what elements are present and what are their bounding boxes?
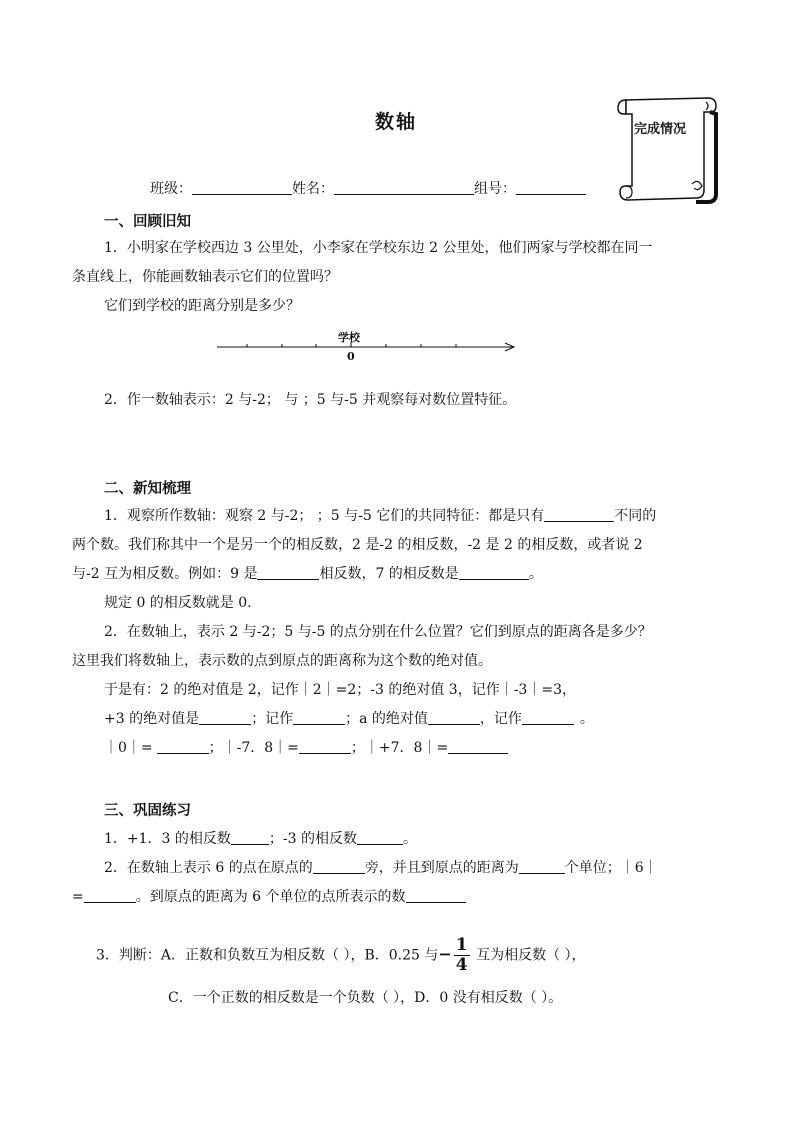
sec2-line-8-text: +3 的绝对值是 (104, 711, 200, 727)
sec2-line-5: 2．在数轴上，表示 2 与-2；5 与-5 的点分别在什么位置？它们到原点的距离各是多少？ (104, 624, 652, 640)
section-heading-new: 二、新知梳理 (104, 480, 191, 497)
name-field[interactable] (334, 180, 474, 195)
practice-3-cont: C．一个正数的相反数是一个负数（ ），D．0 没有相反数（ ）。 (168, 990, 563, 1006)
practice-2-mid: 旁，并且到原点的距离为 (364, 860, 519, 876)
practice-3 (96, 937, 586, 974)
sec2-line-1-end: 不同的 (614, 508, 657, 524)
sec2-line-8-d: ，记作 (479, 711, 522, 727)
number-line-graphic (215, 326, 525, 366)
practice-3-end: 互为相反数（ ）， (471, 947, 586, 964)
blank-notation-a[interactable] (522, 710, 574, 725)
sec2-line-9 (104, 737, 508, 757)
practice-1-text: 1．+1．3 的相反数 (104, 831, 231, 847)
sec2-line-7: 于是有：2 的绝对值是 2，记作｜2｜=2；-3 的绝对值 3，记作｜-3｜=3， (104, 682, 576, 698)
practice-1-mid: ；-3 的相反数 (268, 831, 357, 847)
name-label: 姓名： (292, 181, 334, 197)
fraction-minus: − (438, 944, 452, 964)
practice-1 (104, 828, 417, 848)
abs-zero-text: ｜0｜= (104, 740, 153, 756)
blank-9-opposite[interactable] (257, 565, 319, 580)
fraction-denominator: 4 (455, 955, 468, 975)
sec2-line-3 (72, 563, 543, 583)
section-heading-review: 一、回顾旧知 (104, 213, 191, 230)
blank-units[interactable] (519, 859, 565, 874)
q2-line: 2．作一数轴表示：2 与-2； 与 ；5 与-5 并观察每对数位置特征。 (104, 392, 517, 408)
sec2-line-2: 两个数。我们称其中一个是另一个的相反数，2 是-2 的相反数，-2 是 2 的相反数，或者说 2 (72, 537, 643, 553)
sec2-line-3-end: 。 (528, 566, 543, 582)
class-field[interactable] (192, 180, 292, 195)
sec2-line-3-mid: 相反数，7 的相反数是 (319, 566, 459, 582)
blank-abs-6[interactable] (84, 888, 136, 903)
blank-feature[interactable] (544, 507, 614, 522)
blank-abs-a[interactable] (428, 710, 480, 725)
section-heading-practice: 三、巩固练习 (104, 802, 191, 819)
page-title: 数轴 (375, 111, 418, 133)
blank-abs-plus3[interactable] (199, 710, 251, 725)
sec2-line-8-c: ；a 的绝对值 (345, 711, 428, 727)
student-info-line (150, 178, 586, 198)
blank-side[interactable] (313, 859, 365, 874)
number-line (215, 326, 525, 366)
blank-abs-pos78[interactable] (448, 739, 508, 754)
fraction-one-quarter (454, 937, 470, 974)
group-label: 组号： (474, 181, 516, 197)
completion-badge-label: 完成情况 (634, 122, 687, 137)
fraction-numerator: 1 (455, 935, 468, 955)
q1-line-2: 条直线上，你能画数轴表示它们的位置吗？ (72, 269, 338, 285)
practice-2 (104, 857, 658, 877)
q1-line-3: 它们到学校的距离分别是多少？ (104, 298, 300, 314)
sec2-line-8-b: ；记作 (251, 711, 294, 727)
blank-notation-plus3[interactable] (293, 710, 345, 725)
completion-scroll-badge (612, 94, 724, 204)
sec2-line-1 (104, 505, 656, 525)
practice-3-text: 3．判断：A．正数和负数互为相反数（ ），B．0.25 与 (96, 947, 439, 964)
practice-2-end: 个单位；｜6｜ (564, 860, 658, 876)
practice-2-eq: = (72, 889, 84, 905)
q1-line-1: 1．小明家在学校西边 3 公里处，小李家在学校东边 2 公里处，他们两家与学校都在同一 (104, 240, 653, 256)
sec2-line-3-text: 与-2 互为相反数。例如：9 是 (72, 566, 258, 582)
sec2-line-1-text: 1．观察所作数轴：观察 2 与-2； ；5 与-5 它们的共同特征：都是只有 (104, 508, 545, 524)
class-label: 班级： (150, 181, 192, 197)
practice-2-cont-text: 。到原点的距离为 6 个单位的点所表示的数 (135, 889, 406, 905)
practice-1-end: 。 (403, 831, 417, 847)
scroll-icon (612, 94, 724, 204)
sec2-line-6: 这里我们将数轴上，表示数的点到原点的距离称为这个数的绝对值。 (72, 653, 492, 669)
practice-2-cont (72, 886, 466, 906)
practice-2-text: 2．在数轴上表示 6 的点在原点的 (104, 860, 313, 876)
axis-zero-label: 0 (347, 350, 355, 363)
blank-opp-neg3[interactable] (357, 830, 403, 845)
blank-abs-zero[interactable] (157, 739, 209, 754)
abs-pos78-text: ；｜+7．8｜= (350, 740, 449, 756)
blank-distance-6[interactable] (406, 888, 466, 903)
sec2-line-4: 规定 0 的相反数就是 0. (104, 595, 252, 611)
blank-opp-1-3[interactable] (231, 830, 269, 845)
sec2-line-8 (104, 708, 594, 728)
sec2-line-8-end: 。 (579, 711, 594, 727)
group-field[interactable] (516, 180, 586, 195)
blank-7-opposite[interactable] (459, 565, 529, 580)
abs-neg78-text: ；｜-7．8｜= (208, 740, 299, 756)
axis-school-label: 学校 (338, 331, 360, 344)
blank-abs-neg78[interactable] (299, 739, 351, 754)
